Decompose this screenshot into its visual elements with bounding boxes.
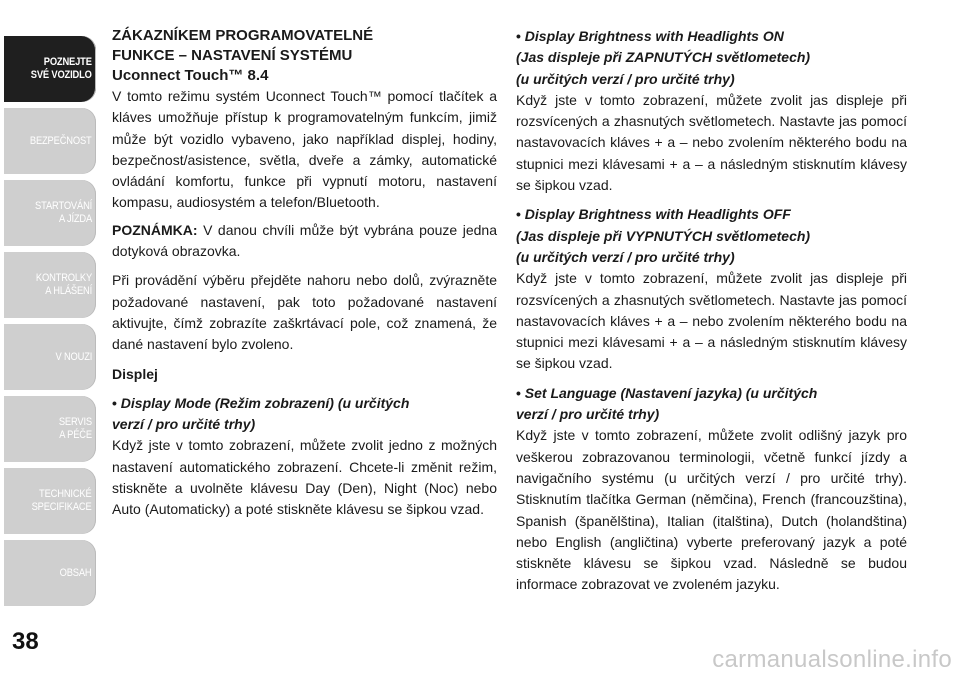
note-text: V danou chvíli může být vybrána pouze jedna dotyková obrazovka. — [112, 221, 497, 260]
tab-label: OBSAH — [60, 566, 92, 579]
tab-startovani-a-jizda[interactable] — [4, 180, 96, 246]
section-heading-line3: Uconnect Touch™ 8.4 — [112, 67, 269, 84]
page-number: 38 — [12, 628, 39, 655]
brightness-on-subtitle-2: (u určitých verzí / pro určité trhy) — [516, 70, 735, 87]
tab-label: STARTOVÁNÍ A JÍZDA — [34, 200, 92, 225]
tab-v-nouzi[interactable] — [4, 324, 96, 390]
brightness-off-subtitle-2: (u určitých verzí / pro určité trhy) — [516, 248, 735, 265]
brightness-on-paragraph: Když jste v tomto zobrazení, můžete zvolit jas displeje při rozsvícených a zhasnutých světlometech. Nastavte jas pomocí nastavovacích kláves + a – nebo zvolením některého bodu na stupnici mezi klávesami + a – a následným stisknutím klávesy se šipkou vzad. — [516, 91, 907, 194]
brightness-off-title: • Display Brightness with Headlights OFF — [516, 204, 907, 225]
display-mode-subtitle: verzí / pro určité trhy) — [112, 416, 256, 433]
tab-label: TECHNICKÉ SPECIFIKACE — [32, 488, 92, 513]
display-mode-title: • Display Mode (Režim zobrazení) (u určitých — [112, 393, 497, 414]
intro-paragraph: V tomto režimu systém Uconnect Touch™ pomocí tlačítek a kláves umožňuje přístup k programovatelným funkcím, jimiž může být vozidlo vybaveno, jako například displej, hodiny, bezpečnost/asistence, světla, dveře a zámky, automatické ovládání komfortu, funkce při vypnutí motoru, nastavení kompasu, audiosystém a telefon/Bluetooth. — [112, 88, 497, 211]
selection-paragraph: Při provádění výběru přejděte nahoru nebo dolů, zvýrazněte požadované nastavení, pak toto požadované nastavení aktivujte, čímž zobrazíte zaškrtávací pole, což znamená, že dané nastavení bylo zvoleno. — [112, 272, 497, 353]
tab-technicke-specifikace[interactable] — [4, 468, 96, 534]
tab-servis-a-pece[interactable] — [4, 396, 96, 462]
right-column — [516, 26, 907, 596]
chapter-sidebar — [0, 0, 98, 640]
subsection-heading: Displej — [112, 365, 158, 382]
tab-kontrolky-a-hlaseni[interactable] — [4, 252, 96, 318]
display-mode-paragraph: Když jste v tomto zobrazení, můžete zvolit jedno z možných nastavení automatického zobrazení. Chcete-li změnit režim, stiskněte a uvolněte klávesu Day (Den), Night (Noc) nebo Auto (Automaticky) a poté stiskněte klávesu se šipkou vzad. — [112, 437, 497, 518]
tab-poznejte-sve-vozidlo[interactable] — [4, 36, 96, 102]
set-language-paragraph: Když jste v tomto zobrazení, můžete zvolit odlišný jazyk pro veškerou zobrazovanou terminologii, včetně funkcí jízdy a navigačního systému (u určitých verzí / pro určité trhy). Stisknutím tlačítka German (němčina), French (francouzština), Spanish (španělština), Italian (italština), Dutch (holandština) nebo English (angličtina) vyberte preferovaný jazyk a poté stiskněte klávesu se šipkou vzad. Následně se budou informace zobrazovat ve zvoleném jazyku. — [516, 427, 907, 593]
set-language-subtitle: verzí / pro určité trhy) — [516, 406, 660, 423]
brightness-off-paragraph: Když jste v tomto zobrazení, můžete zvolit jas displeje při rozsvícených a zhasnutých světlometech. Nastavte jas pomocí nastavovacích kláves + a – nebo zvolením některého bodu na stupnici mezi klávesami + a – a následným stisknutím klávesy se šipkou vzad. — [516, 270, 907, 372]
note-paragraph — [112, 220, 497, 263]
tab-label: SERVIS A PÉČE — [58, 416, 92, 441]
section-heading-line2: FUNKCE – NASTAVENÍ SYSTÉMU — [112, 47, 353, 64]
brightness-off-subtitle-1: (Jas displeje při VYPNUTÝCH světlometech) — [516, 227, 811, 244]
watermark: carmanualsonline.info — [712, 646, 952, 673]
note-label: POZNÁMKA: — [112, 221, 198, 238]
tab-label: V NOUZI — [55, 350, 92, 363]
tab-label: BEZPEČNOST — [30, 134, 92, 147]
left-column — [112, 26, 497, 521]
tab-label: POZNEJTE SVÉ VOZIDLO — [30, 56, 92, 81]
tab-obsah[interactable] — [4, 540, 96, 606]
tab-bezpecnost[interactable] — [4, 108, 96, 174]
brightness-on-title: • Display Brightness with Headlights ON — [516, 26, 907, 47]
section-heading-line1: ZÁKAZNÍKEM PROGRAMOVATELNÉ — [112, 27, 374, 44]
set-language-title: • Set Language (Nastavení jazyka) (u určitých — [516, 383, 907, 404]
tab-label: KONTROLKY A HLÁŠENÍ — [35, 272, 92, 297]
brightness-on-subtitle-1: (Jas displeje při ZAPNUTÝCH světlometech) — [516, 49, 811, 66]
